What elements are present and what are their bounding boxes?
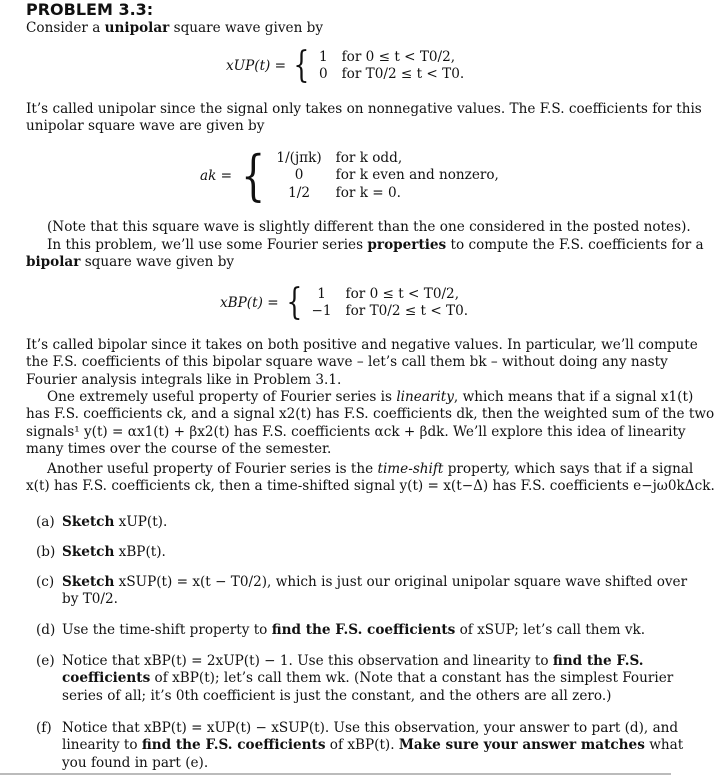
linearity-paragraph: One extremely useful property of Fourier series is linearity, which means that if a signal x1(t) has F.S. coefficients ck, and a signal x2(t) has F.S. coefficients dk, then the weighted sum of the two signals¹ y(t) = αx1(t) + βx2(t) has F.S. coefficients αck + βdk. We’ll explore this idea of linearity many times over the course of the semester. [26,389,715,457]
item-a: (a) Sketch xUP(t). [36,514,168,530]
unipolar-paragraph: It’s called unipolar since the signal only takes on nonnegative values. The F.S. coefficients for this unipolar square wave are given by [26,101,702,135]
problem-title: PROBLEM 3.3: [26,0,154,19]
item-f: (f) Notice that xBP(t) = xUP(t) − xSUP(t). Use this observation, your answer to part (d), and linearity to find the F.S. coefficients of xBP(t). Make sure your answer matches what you found in part (e). [36,720,684,771]
note-line: (Note that this square wave is slightly different than the one considered in the posted notes). [47,219,691,235]
equation-unipolar: xUP(t) = { 1 for 0 ≤ t < T0/2, 0 for T0/2 ≤ t < T0. [226,45,465,87]
item-c: (c) Sketch xSUP(t) = x(t − T0/2), which is just our original unipolar square wave shifted over by T0/2. [36,574,688,608]
item-e: (e) Notice that xBP(t) = 2xUP(t) − 1. Use this observation and linearity to find the F.S. coefficients of xBP(t); let’s call them wk. (Note that a constant has the simplest Fourier series of all; it’s 0th coefficient is just the constant, and the others are all zero.) [36,653,674,704]
intro-line: Consider a unipolar square wave given by [26,20,324,36]
item-b: (b) Sketch xBP(t). [36,544,166,560]
timeshift-paragraph: Another useful property of Fourier series is the time-shift property, which says that if a signal x(t) has F.S. coefficients ck, then a time-shifted signal y(t) = x(t−Δ) has F.S. coefficients e−jω0kΔck. [26,461,715,495]
bipolar-paragraph: It’s called bipolar since it takes on both positive and negative values. In particular, we’ll compute the F.S. coefficients of this bipolar square wave – let’s call them bk – without doing any nasty Fourier analysis integrals like in Problem 3.1. [26,337,698,388]
left-brace: { [286,282,303,324]
item-d: (d) Use the time-shift property to find the F.S. coefficients of xSUP; let’s call them vk. [36,622,646,638]
bipolar-intro: In this problem, we’ll use some Fourier series properties to compute the F.S. coefficients for a bipolar square wave given by [26,237,704,271]
left-brace: { [241,144,266,208]
left-brace: { [293,45,310,87]
equation-ak: ak = { 1/(jπk) for k odd, 0 for k even and nonzero, 1/2 for k = 0. [200,144,499,208]
equation-bipolar: xBP(t) = { 1 for 0 ≤ t < T0/2, −1 for T0/2 ≤ t < T0. [220,282,469,324]
